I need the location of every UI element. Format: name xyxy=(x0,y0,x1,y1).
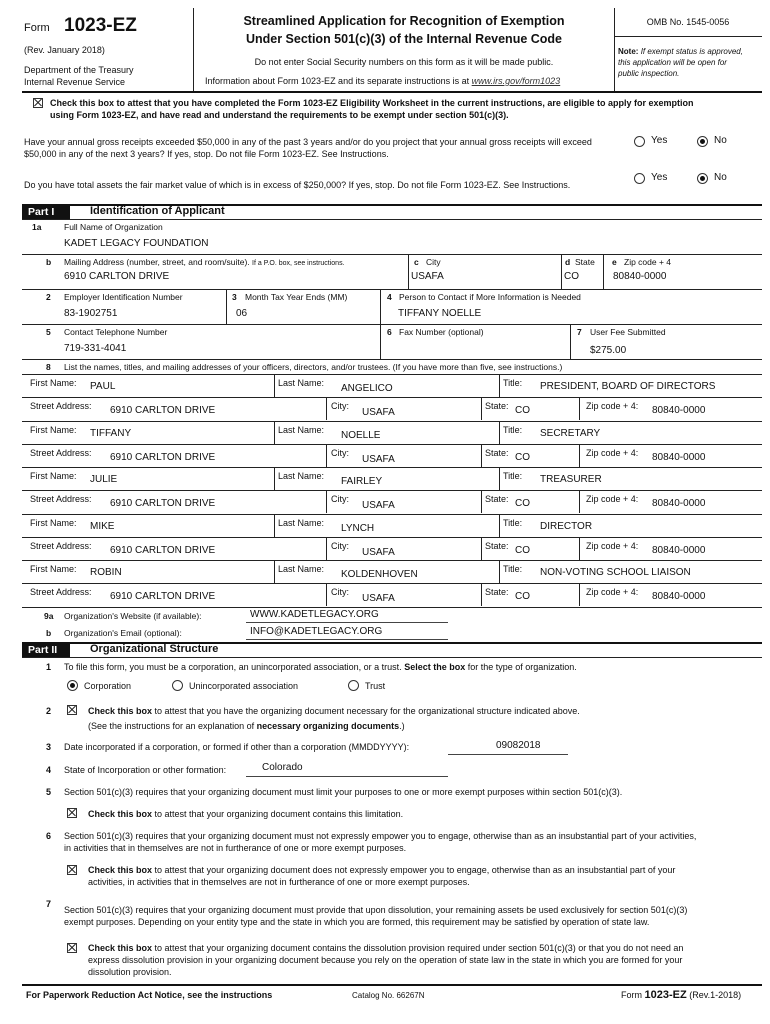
divider xyxy=(326,537,327,560)
dissolution-attest-3: dissolution provision. xyxy=(88,967,172,977)
divider xyxy=(22,397,762,398)
divider xyxy=(499,560,500,583)
form-title-line1: Streamlined Application for Recognition of Exemption xyxy=(243,14,565,28)
zip-label: Zip code + 4: xyxy=(586,401,639,411)
state-label: State: xyxy=(485,401,509,411)
org-name-field[interactable]: KADET LEGACY FOUNDATION xyxy=(64,238,209,249)
part2-title: Organizational Structure xyxy=(90,643,219,655)
dissolution-attest-1: Check this box to attest that your organizing document contains the dissolution provision required under section 501(c)(3) or that you do not need an xyxy=(88,943,684,953)
corporation-radio[interactable] xyxy=(67,680,78,691)
assets-no-radio[interactable] xyxy=(697,173,708,184)
officer-last-name[interactable]: LYNCH xyxy=(341,522,375,534)
city-field[interactable]: USAFA xyxy=(411,271,444,282)
catalog-number: Catalog No. 66267N xyxy=(352,991,425,1000)
note-label: Note: xyxy=(618,47,639,56)
p2-line-2-number: 2 xyxy=(46,706,52,716)
last-name-label: Last Name: xyxy=(278,424,325,435)
part1-title: Identification of Applicant xyxy=(90,205,225,217)
title-label: Title: xyxy=(503,424,523,435)
zip-label: Zip code + 4: xyxy=(586,447,639,458)
empowerment-text-2: in activities that in themselves are not in furtherance of one or more exempt purposes. xyxy=(64,843,407,853)
street-label: Street Address: xyxy=(30,540,92,551)
eligibility-attest-line1: Check this box to attest that you have completed the Form 1023-EZ Eligibility Worksheet in the current instructions, are eligible to apply for exemption xyxy=(50,98,694,108)
purpose-limitation-checkbox[interactable] xyxy=(67,808,77,818)
ssn-notice: Do not enter Social Security numbers on this form as it will be made public. xyxy=(254,57,554,67)
phone-label: Contact Telephone Number xyxy=(64,327,168,337)
line-4-number: 4 xyxy=(387,292,392,302)
first-name-label: First Name: xyxy=(30,424,77,435)
note-text-1: If exempt status is approved, xyxy=(640,47,743,56)
assets-question: Do you have total assets the fair market value of which is in excess of $250,000? If yes, stop. Do not file Form 1023-EZ. See Instructions. xyxy=(24,180,571,190)
state-label: State: xyxy=(485,447,509,458)
divider xyxy=(326,397,327,420)
phone-field[interactable]: 719-331-4041 xyxy=(64,343,127,354)
fax-label: Fax Number (optional) xyxy=(399,327,484,337)
last-name-label: Last Name: xyxy=(278,378,325,388)
organizing-document-note: (See the instructions for an explanation of necessary organizing documents.) xyxy=(88,721,405,731)
paperwork-notice: For Paperwork Reduction Act Notice, see the instructions xyxy=(26,990,273,1000)
divider xyxy=(481,537,482,560)
line-6-number: 6 xyxy=(387,327,392,337)
officer-street[interactable]: 6910 CARLTON DRIVE xyxy=(110,405,216,416)
divider xyxy=(274,467,275,490)
receipts-question-line1: Have your annual gross receipts exceeded $50,000 in any of the past 3 years and/or do you project that your annual gross receipts will exceed xyxy=(24,137,592,147)
divider xyxy=(22,444,762,445)
inspection-note xyxy=(618,46,762,79)
divider xyxy=(481,397,482,420)
divider xyxy=(22,560,762,561)
divider xyxy=(22,490,762,491)
email-label: Organization's Email (optional): xyxy=(64,628,182,638)
irs-link[interactable]: www.irs.gov/form1023 xyxy=(471,76,561,86)
divider xyxy=(326,490,327,513)
p2-line-3-number: 3 xyxy=(46,742,52,752)
street-label: Street Address: xyxy=(30,494,92,504)
contact-label: Person to Contact if More Information is Needed xyxy=(399,292,581,302)
eligibility-attest-line2: using Form 1023-EZ, and have read and understand the requirements to be exempt under section 501(c)(3). xyxy=(50,110,509,120)
contact-field[interactable]: TIFFANY NOELLE xyxy=(398,308,482,319)
eligibility-checkbox[interactable] xyxy=(33,98,43,108)
city-label: City: xyxy=(331,494,349,504)
officer-street[interactable]: 6910 CARLTON DRIVE xyxy=(110,451,216,463)
divider xyxy=(22,374,762,375)
p2-line-1-number: 1 xyxy=(46,662,52,672)
divider xyxy=(499,421,500,444)
officer-street[interactable]: 6910 CARLTON DRIVE xyxy=(110,498,216,509)
tax-month-field[interactable]: 06 xyxy=(236,308,248,319)
p2-line-6-number: 6 xyxy=(46,831,52,841)
formation-date-field[interactable]: 09082018 xyxy=(496,740,541,751)
officer-street[interactable]: 6910 CARLTON DRIVE xyxy=(110,544,216,556)
line-1b-number: b xyxy=(46,257,52,267)
divider xyxy=(499,467,500,490)
line-9a-number: 9a xyxy=(44,611,54,621)
note-text-2: this application will be open for xyxy=(618,58,727,67)
line-9b-number: b xyxy=(46,628,52,638)
officer-first-name[interactable]: JULIE xyxy=(90,474,118,485)
divider xyxy=(579,537,580,560)
title-label: Title: xyxy=(503,471,523,481)
zip-label: Zip code + 4 xyxy=(624,257,672,267)
fee-label: User Fee Submitted xyxy=(590,327,666,337)
empowerment-attest-2: activities, in activities that in themselves are not in furtherance of one or more exempt purposes. xyxy=(88,877,470,887)
assets-yes-label: Yes xyxy=(651,172,668,183)
dissolution-text-1: Section 501(c)(3) requires that your organizing document must provide that upon dissolution, your remaining assets be used exclusively for section 501(c)(3) xyxy=(64,905,688,915)
line-8-number: 8 xyxy=(46,362,51,372)
divider xyxy=(22,467,762,468)
officer-first-name[interactable]: TIFFANY xyxy=(90,427,132,439)
officer-street[interactable]: 6910 CARLTON DRIVE xyxy=(110,591,216,602)
divider xyxy=(579,397,580,420)
first-name-label: First Name: xyxy=(30,471,77,481)
officer-state[interactable]: CO xyxy=(515,405,530,416)
trust-radio[interactable] xyxy=(348,680,359,691)
first-name-label: First Name: xyxy=(30,564,77,574)
dissolution-attest-2: express dissolution provision in your organizing document because you rely on the operation of state law in the state in which you are formed for your xyxy=(88,955,683,965)
title-label: Title: xyxy=(503,564,523,574)
officer-city[interactable]: USAFA xyxy=(362,453,395,465)
city-label: City: xyxy=(331,540,349,551)
omb-number: OMB No. 1545-0056 xyxy=(646,17,730,27)
officer-state[interactable]: CO xyxy=(515,544,530,556)
organizing-document-attest: Check this box to attest that you have the organizing document necessary for the organizational structure indicated above. xyxy=(88,706,580,716)
state-label: State: xyxy=(485,494,509,504)
first-name-label: First Name: xyxy=(30,517,77,528)
p2-line-5-number: 5 xyxy=(46,787,52,797)
ein-label: Employer Identification Number xyxy=(64,292,183,302)
divider xyxy=(481,444,482,467)
officer-zip[interactable]: 80840-0000 xyxy=(652,544,706,556)
info-text: Information about Form 1023-EZ and its separate instructions is at xyxy=(205,76,470,86)
state-label: State xyxy=(575,257,595,267)
city-label: City: xyxy=(331,447,349,458)
divider xyxy=(326,583,327,606)
receipts-yes-label: Yes xyxy=(651,135,668,146)
officer-title[interactable]: NON-VOTING SCHOOL LIAISON xyxy=(540,567,691,578)
p2-line-7-number: 7 xyxy=(46,899,52,909)
officer-title[interactable]: PRESIDENT, BOARD OF DIRECTORS xyxy=(540,381,716,392)
officer-last-name[interactable]: KOLDENHOVEN xyxy=(341,569,418,580)
assets-yes-radio[interactable] xyxy=(634,173,645,184)
unincorporated-label: Unincorporated association xyxy=(189,681,299,691)
agency-name: Internal Revenue Service xyxy=(24,77,126,87)
line-1c-number: c xyxy=(414,257,419,267)
last-name-label: Last Name: xyxy=(278,564,325,574)
part2-label: Part II xyxy=(22,643,70,657)
divider xyxy=(579,583,580,606)
state-label: State: xyxy=(485,540,509,551)
officer-state[interactable]: CO xyxy=(515,498,530,509)
website-label: Organization's Website (if available): xyxy=(64,611,202,621)
formation-state-field[interactable]: Colorado xyxy=(262,762,303,773)
officers-bottom-divider xyxy=(22,607,762,608)
assets-no-label: No xyxy=(714,172,727,183)
email-field[interactable]: INFO@KADETLEGACY.ORG xyxy=(250,626,383,637)
revision-date: (Rev. January 2018) xyxy=(24,45,105,55)
officer-zip[interactable]: 80840-0000 xyxy=(652,451,706,463)
officers-instructions: List the names, titles, and mailing addresses of your officers, directors, and/or trustees. (If you have more than five, see instructions.) xyxy=(64,362,563,372)
officer-zip[interactable]: 80840-0000 xyxy=(652,498,706,509)
tax-month-label: Month Tax Year Ends (MM) xyxy=(245,292,348,302)
divider xyxy=(274,421,275,444)
city-label: City: xyxy=(331,587,349,597)
address-label: Mailing Address (number, street, and room/suite). If a P.O. box, see instructions. xyxy=(64,257,345,267)
last-name-label: Last Name: xyxy=(278,517,325,528)
organizing-document-checkbox[interactable] xyxy=(67,705,77,715)
website-field[interactable]: WWW.KADETLEGACY.ORG xyxy=(250,609,379,620)
divider xyxy=(499,514,500,537)
formation-date-label: Date incorporated if a corporation, or formed if other than a corporation (MMDDYYYY): xyxy=(64,742,410,752)
divider xyxy=(499,374,500,397)
empowerment-checkbox[interactable] xyxy=(67,865,77,875)
receipts-yes-radio[interactable] xyxy=(634,136,645,147)
p2-line-4-number: 4 xyxy=(46,765,52,775)
formation-state-label: State of Incorporation or other formation: xyxy=(64,765,227,775)
empowerment-text-1: Section 501(c)(3) requires that your organizing document must not expressly empower you to engage, otherwise than as an insubstantial part of your activities, xyxy=(64,831,697,841)
officer-first-name[interactable]: ROBIN xyxy=(90,567,122,578)
officer-last-name[interactable]: NOELLE xyxy=(341,429,381,441)
divider xyxy=(22,421,762,422)
divider xyxy=(481,583,482,606)
line-3-number: 3 xyxy=(232,292,237,302)
officer-last-name[interactable]: ANGELICO xyxy=(341,383,393,394)
receipts-question-line2: $50,000 in any of the next 3 years? If yes, stop. Do not file Form 1023-EZ. See Instructions. xyxy=(24,149,389,159)
receipts-no-radio[interactable] xyxy=(697,136,708,147)
receipts-no-label: No xyxy=(714,135,727,146)
zip-label: Zip code + 4: xyxy=(586,540,639,551)
divider xyxy=(274,514,275,537)
officer-title[interactable]: TREASURER xyxy=(540,474,602,485)
line-1a-number: 1a xyxy=(32,222,42,232)
officer-first-name[interactable]: MIKE xyxy=(90,520,115,532)
officer-state[interactable]: CO xyxy=(515,451,530,463)
state-field[interactable]: CO xyxy=(564,271,579,282)
city-label: City xyxy=(426,257,441,267)
last-name-label: Last Name: xyxy=(278,471,325,481)
state-label: State: xyxy=(485,587,509,597)
ein-field[interactable]: 83-1902751 xyxy=(64,308,118,319)
line-5-number: 5 xyxy=(46,327,51,337)
divider xyxy=(326,444,327,467)
line-2-number: 2 xyxy=(46,292,51,302)
purpose-limitation-attest: Check this box to attest that your organizing document contains this limitation. xyxy=(88,809,404,819)
line-1e-number: e xyxy=(612,257,617,267)
divider xyxy=(579,444,580,467)
form-number: 1023-EZ xyxy=(64,15,137,36)
trust-label: Trust xyxy=(365,681,386,691)
zip-field[interactable]: 80840-0000 xyxy=(613,271,667,282)
org-type-instruction: To file this form, you must be a corporation, an unincorporated association, or a trust. Select the box for the type of organization. xyxy=(64,662,577,672)
title-label: Title: xyxy=(503,517,523,528)
line-1d-number: d xyxy=(565,257,571,267)
officer-city[interactable]: USAFA xyxy=(362,407,395,418)
street-label: Street Address: xyxy=(30,401,92,411)
officer-title[interactable]: SECRETARY xyxy=(540,427,601,439)
officer-first-name[interactable]: PAUL xyxy=(90,381,116,392)
first-name-label: First Name: xyxy=(30,378,77,388)
divider xyxy=(274,560,275,583)
dissolution-checkbox[interactable] xyxy=(67,943,77,953)
footer-form-id: Form 1023-EZ (Rev.1-2018) xyxy=(621,989,742,1001)
note-text-3: public inspection. xyxy=(618,69,680,78)
unincorporated-radio[interactable] xyxy=(172,680,183,691)
line-7-number: 7 xyxy=(577,327,582,337)
divider xyxy=(22,514,762,515)
street-label: Street Address: xyxy=(30,447,92,458)
zip-label: Zip code + 4: xyxy=(586,494,639,504)
divider xyxy=(579,490,580,513)
corporation-label: Corporation xyxy=(84,681,132,691)
officer-city[interactable]: USAFA xyxy=(362,593,395,604)
form-word: Form xyxy=(24,22,50,34)
part1-label: Part I xyxy=(22,205,70,219)
purpose-limitation-text: Section 501(c)(3) requires that your organizing document must limit your purposes to one or more exempt purposes within section 501(c)(3). xyxy=(64,787,623,797)
address-field[interactable]: 6910 CARLTON DRIVE xyxy=(64,271,170,282)
officer-state[interactable]: CO xyxy=(515,591,530,602)
divider xyxy=(22,537,762,538)
city-label: City: xyxy=(331,401,349,411)
divider xyxy=(274,374,275,397)
divider xyxy=(481,490,482,513)
info-line xyxy=(205,76,560,86)
org-name-label: Full Name of Organization xyxy=(64,222,163,232)
officer-zip[interactable]: 80840-0000 xyxy=(652,405,706,416)
form-title-line2: Under Section 501(c)(3) of the Internal Revenue Code xyxy=(245,32,563,46)
dissolution-text-2: exempt purposes. Depending on your entity type and the state in which you are formed, this requirement may be satisfied by operation of state law. xyxy=(64,917,650,927)
fee-field[interactable]: $275.00 xyxy=(590,345,627,356)
officer-last-name[interactable]: FAIRLEY xyxy=(341,476,383,487)
title-label: Title: xyxy=(503,378,523,388)
zip-label: Zip code + 4: xyxy=(586,587,639,597)
empowerment-attest-1: Check this box to attest that your organizing document does not expressly empower you to engage, otherwise than as an insubstantial part of your xyxy=(88,865,676,875)
officer-title[interactable]: DIRECTOR xyxy=(540,520,593,532)
officer-city[interactable]: USAFA xyxy=(362,500,395,511)
divider xyxy=(22,583,762,584)
officer-city[interactable]: USAFA xyxy=(362,546,395,558)
department-name: Department of the Treasury xyxy=(24,65,134,75)
street-label: Street Address: xyxy=(30,587,92,597)
officer-zip[interactable]: 80840-0000 xyxy=(652,591,706,602)
